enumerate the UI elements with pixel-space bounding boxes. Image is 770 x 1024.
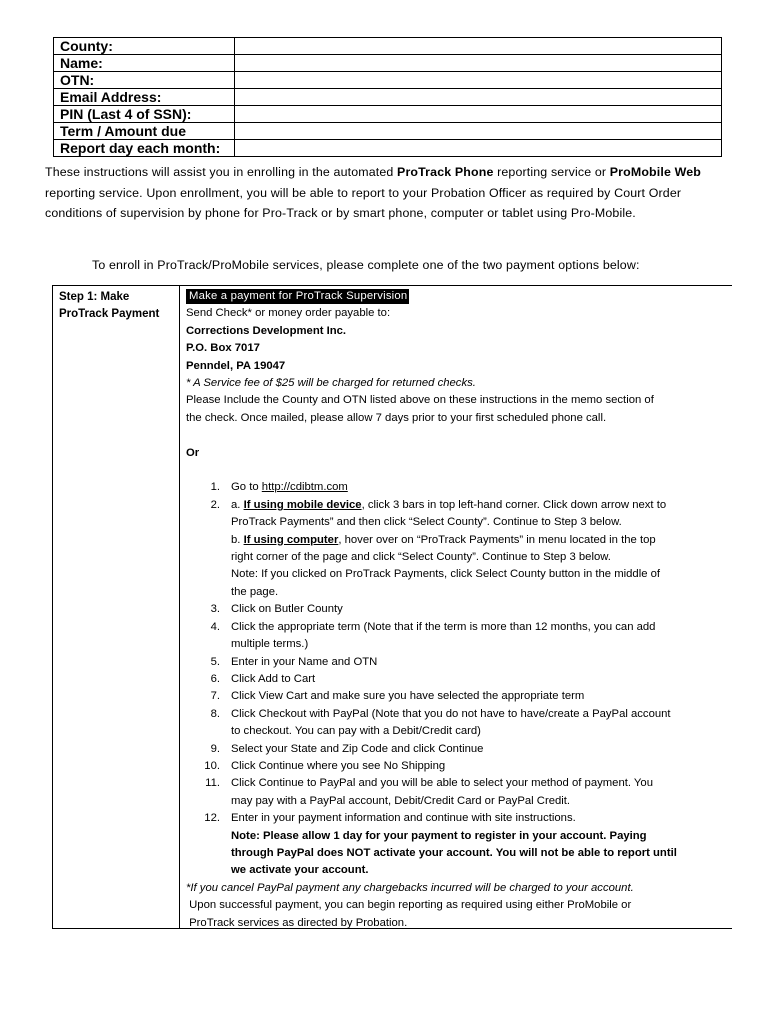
step-text: Click on Butler County (231, 603, 343, 616)
activation-note: through PayPal does NOT activate your account. You will not be able to report until (231, 846, 677, 859)
pin-label: PIN (Last 4 of SSN): (54, 106, 235, 123)
activation-note: Note: Please allow 1 day for your payment to register in your account. Paying (231, 829, 647, 842)
list-item (186, 706, 726, 741)
list-item (186, 601, 726, 618)
payment-section-header: Make a payment for ProTrack Supervision (186, 289, 409, 304)
step-text: ProTrack Payments” and then click “Select County”. Continue to Step 3 below. (231, 516, 622, 529)
step-text: Select your State and Zip Code and click Continue (231, 742, 484, 755)
step-number: 9. (210, 742, 220, 755)
list-item (186, 654, 726, 671)
county-label: County: (54, 38, 235, 55)
online-payment-steps (186, 479, 726, 879)
table-row (54, 55, 722, 72)
or-separator: Or (186, 446, 200, 459)
name-label: Name: (54, 55, 235, 72)
list-item (186, 688, 726, 705)
cdibtm-link[interactable]: http://cdibtm.com (261, 481, 348, 494)
enroll-instruction: To enroll in ProTrack/ProMobile services, please complete one of the two payment options below: (92, 258, 640, 272)
step-1-label: Step 1: Make ProTrack Payment (59, 291, 160, 320)
county-field[interactable] (235, 38, 722, 55)
step-number: 10. (204, 759, 220, 772)
divider (179, 285, 180, 929)
step-text: Click Continue to PayPal and you will be able to select your method of payment. You (231, 777, 654, 790)
name-field[interactable] (235, 55, 722, 72)
success-note: ProTrack services as directed by Probation. (186, 916, 408, 929)
step-text: Click the appropriate term (Note that if the term is more than 12 months, you can add (231, 620, 656, 633)
po-box: P.O. Box 7017 (186, 342, 260, 355)
success-note: Upon successful payment, you can begin reporting as required using either ProMobile or (186, 899, 632, 912)
step-number: 12. (204, 812, 220, 825)
otn-label: OTN: (54, 72, 235, 89)
step-number: 3. (210, 603, 220, 616)
divider (52, 285, 53, 929)
intro-text: reporting service. Upon enrollment, you will be able to report to your Probation Officer as required by Court Order conditions of supervision by phone for Pro-Track or by smart phone, computer or tablet using Pro-Mobile. (45, 185, 682, 220)
step-text: Enter in your payment information and continue with site instructions. (231, 812, 576, 825)
table-row (54, 89, 722, 106)
step-text: a. (231, 498, 244, 511)
step-1-box (52, 285, 732, 929)
intro-text: These instructions will assist you in enrolling in the automated (45, 165, 398, 179)
step-1-content (186, 288, 726, 932)
step-number: 2. (210, 498, 220, 511)
list-item (186, 810, 726, 880)
service-fee-note: * A Service fee of $25 will be charged for returned checks. (186, 377, 476, 390)
email-field[interactable] (235, 89, 722, 106)
intro-paragraph (45, 162, 725, 224)
step-text: right corner of the page and click “Select County”. Continue to Step 3 below. (231, 551, 611, 564)
report-day-label: Report day each month: (54, 140, 235, 157)
step-text: multiple terms.) (231, 638, 309, 651)
table-row (54, 38, 722, 55)
list-item (186, 741, 726, 758)
list-item (186, 671, 726, 688)
step-number: 5. (210, 655, 220, 668)
step-text: Note: If you clicked on ProTrack Payments, click Select County button in the middle of (231, 568, 661, 581)
include-instructions: the check. Once mailed, please allow 7 days prior to your first scheduled phone call. (186, 411, 607, 424)
step-number: 11. (205, 777, 220, 790)
step-text: Click Continue where you see No Shipping (231, 759, 446, 772)
step-text: the page. (231, 585, 279, 598)
step-text: Click Checkout with PayPal (Note that you do not have to have/create a PayPal account (231, 707, 671, 720)
step-number: 6. (210, 672, 220, 685)
otn-field[interactable] (235, 72, 722, 89)
list-item (186, 758, 726, 775)
include-instructions: Please Include the County and OTN listed above on these instructions in the memo section of (186, 394, 654, 407)
step-text: to checkout. You can pay with a Debit/Credit card) (231, 725, 481, 738)
step-text: b. (231, 533, 244, 546)
step-number: 7. (210, 690, 220, 703)
protrack-phone-term: ProTrack Phone (397, 165, 494, 179)
step-number: 4. (210, 620, 220, 633)
city-state-zip: Penndel, PA 19047 (186, 359, 286, 372)
list-item (186, 479, 726, 496)
divider (52, 928, 180, 929)
send-check-text: Send Check* or money order payable to: (186, 307, 391, 320)
step-number: 1. (210, 481, 220, 494)
step-text: , click 3 bars in top left-hand corner. Click down arrow next to (361, 498, 667, 511)
term-amount-field[interactable] (235, 123, 722, 140)
payee-name: Corrections Development Inc. (186, 324, 347, 337)
step-text: Go to (231, 481, 262, 494)
list-item (186, 497, 726, 601)
email-label: Email Address: (54, 89, 235, 106)
table-row (54, 123, 722, 140)
intro-text: reporting service or (493, 165, 610, 179)
term-amount-label: Term / Amount due (54, 123, 235, 140)
step-text: may pay with a PayPal account, Debit/Credit Card or PayPal Credit. (231, 794, 571, 807)
step-text: Click Add to Cart (231, 672, 316, 685)
computer-heading: If using computer (243, 533, 339, 546)
step-text: Enter in your Name and OTN (231, 655, 378, 668)
table-row (54, 106, 722, 123)
activation-note: we activate your account. (231, 864, 369, 877)
mobile-device-heading: If using mobile device (243, 498, 362, 511)
table-row (54, 140, 722, 157)
report-day-field[interactable] (235, 140, 722, 157)
pin-field[interactable] (235, 106, 722, 123)
enrollment-info-table (53, 37, 722, 157)
promobile-web-term: ProMobile Web (609, 165, 701, 179)
chargeback-note: *If you cancel PayPal payment any chargebacks incurred will be charged to your account. (186, 881, 634, 894)
divider (52, 285, 732, 286)
step-text: Click View Cart and make sure you have selected the appropriate term (231, 690, 585, 703)
step-number: 8. (210, 707, 220, 720)
list-item (186, 775, 726, 810)
list-item (186, 619, 726, 654)
table-row (54, 72, 722, 89)
step-text: , hover over on “ProTrack Payments” in menu located in the top (338, 533, 656, 546)
